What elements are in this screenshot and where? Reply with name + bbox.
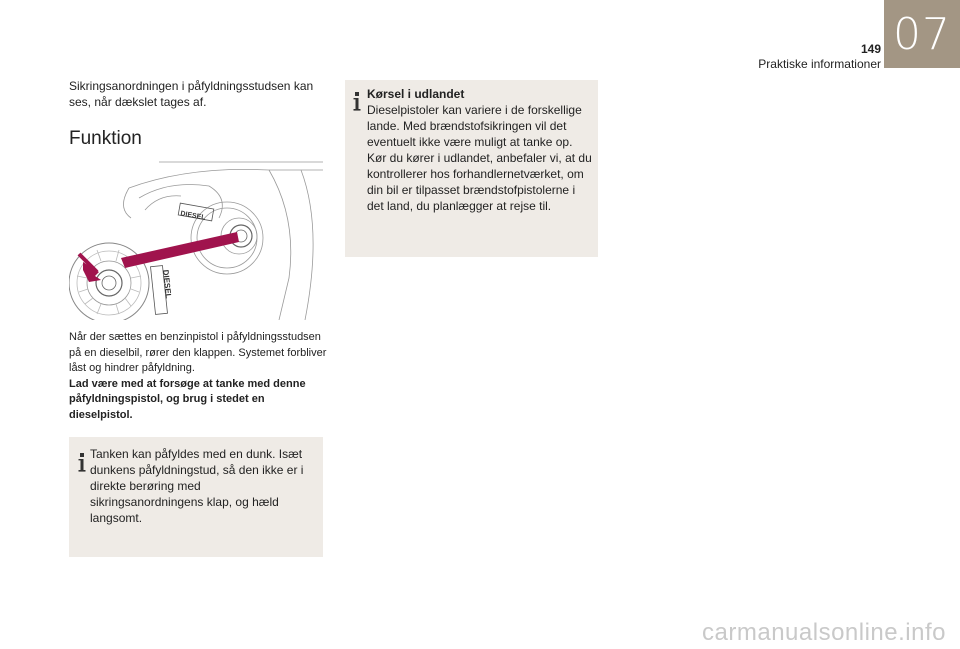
chapter-number: 07 — [893, 8, 951, 60]
description-warning: Lad være med at forsøge at tanke med denne påfyldningspistol, og brug i stedet en dieselpistol. — [69, 377, 306, 421]
diesel-label-small: DIESEL — [179, 210, 206, 222]
chapter-name: Praktiske informationer — [758, 57, 881, 71]
note-abroad-content — [367, 86, 593, 214]
description — [69, 330, 329, 423]
diesel-label-large: DIESEL — [161, 269, 173, 299]
note-abroad-title: Kørsel i udlandet — [367, 87, 465, 101]
note-abroad-text: Dieselpistoler kan variere i de forskellige lande. Med brændstofsikringen vil det eventuelt ikke være muligt at tanke op. Kør du kører i udlandet, anbefaler vi, at du kontrollerer hos forhandlernetværket, om din bil er tilpasset brændstofpistolerne i det land, du planlægger at rejse til. — [367, 103, 592, 213]
description-text: Når der sættes en benzinpistol i påfyldningsstudsen på en dieselbil, rører den klappen. Systemet forbliver låst og hindrer påfyldning. — [69, 331, 327, 374]
section-title: Funktion — [69, 128, 142, 149]
note-jerrycan-text: Tanken kan påfyldes med en dunk. Isæt dunkens påfyldningstud, så den ikke er i direkte berøring med sikringsanordningens klap, og hæld langsomt. — [90, 447, 304, 525]
note-abroad — [345, 80, 598, 257]
chapter-tab — [884, 0, 960, 68]
intro-paragraph: Sikringsanordningen i påfyldningsstudsen kan ses, når dækslet tages af. — [69, 79, 314, 109]
page-number: 149 — [860, 42, 881, 56]
watermark: carmanualsonline.info — [702, 619, 946, 646]
info-icon — [352, 92, 362, 112]
note-jerrycan — [69, 437, 323, 557]
fuel-filler-illustration — [69, 158, 323, 320]
info-icon — [77, 453, 87, 473]
